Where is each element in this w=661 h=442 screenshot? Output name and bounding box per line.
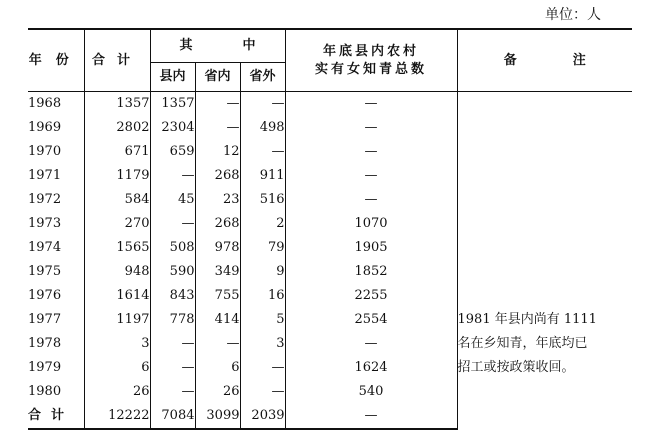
header-total: 合计: [84, 29, 150, 92]
year-cell: 1974: [28, 240, 62, 255]
rural-cell: 1905: [285, 236, 457, 260]
sum-total-cell: 12222: [84, 404, 150, 429]
year-cell: 1976: [28, 288, 62, 303]
total-cell: 948: [84, 260, 150, 284]
sum-rural-cell: —: [285, 404, 457, 429]
rural-cell: 2255: [285, 284, 457, 308]
year-cell: 1968: [28, 96, 62, 111]
county-cell: 2304: [150, 116, 195, 140]
statistics-table: [28, 28, 632, 430]
year-cell: 1969: [28, 120, 62, 135]
province-cell: —: [195, 92, 240, 117]
total-cell: 1197: [84, 308, 150, 332]
out-province-cell: 3: [240, 332, 285, 356]
county-cell: —: [150, 356, 195, 380]
year-cell: 1977: [28, 312, 62, 327]
out-province-cell: —: [240, 92, 285, 117]
province-cell: 12: [195, 140, 240, 164]
county-cell: 45: [150, 188, 195, 212]
county-cell: 590: [150, 260, 195, 284]
header-rural-women-youth: [285, 29, 457, 92]
county-cell: 778: [150, 308, 195, 332]
rural-cell: —: [285, 116, 457, 140]
rural-cell: —: [285, 164, 457, 188]
rural-cell: 2554: [285, 308, 457, 332]
rural-cell: —: [285, 332, 457, 356]
header-rural-line1: 年底县内农村: [323, 43, 420, 59]
out-province-cell: 5: [240, 308, 285, 332]
rural-cell: 540: [285, 380, 457, 404]
note-line: 名在乡知青，年底均已: [457, 336, 588, 351]
unit-label: 单位：人: [545, 7, 601, 23]
province-cell: 268: [195, 164, 240, 188]
year-cell: 1980: [28, 384, 62, 399]
county-cell: —: [150, 380, 195, 404]
header-out-province: 省外: [240, 63, 285, 92]
out-province-cell: —: [240, 140, 285, 164]
rural-cell: 1070: [285, 212, 457, 236]
note-cell: [457, 92, 632, 430]
out-province-cell: 9: [240, 260, 285, 284]
total-cell: 6: [84, 356, 150, 380]
year-cell: 1973: [28, 216, 62, 231]
sum-label: 合计: [28, 404, 84, 429]
county-cell: —: [150, 212, 195, 236]
year-cell: 1975: [28, 264, 62, 279]
header-qizhong-right: 中: [242, 38, 256, 53]
year-cell: 1971: [28, 168, 62, 183]
header-note-left: 备: [503, 52, 517, 68]
rural-cell: —: [285, 188, 457, 212]
year-cell: 1972: [28, 192, 62, 207]
out-province-cell: 516: [240, 188, 285, 212]
out-province-cell: 16: [240, 284, 285, 308]
header-qizhong: [150, 29, 285, 63]
out-province-cell: —: [240, 356, 285, 380]
county-cell: 508: [150, 236, 195, 260]
county-cell: 843: [150, 284, 195, 308]
total-cell: 1565: [84, 236, 150, 260]
total-cell: 584: [84, 188, 150, 212]
note-line: 1981 年县内尚有 1111: [457, 312, 597, 327]
header-county: 县内: [150, 63, 195, 92]
county-cell: 1357: [150, 92, 195, 117]
sum-county-cell: 7084: [150, 404, 195, 429]
year-cell: 1979: [28, 360, 62, 375]
out-province-cell: 498: [240, 116, 285, 140]
header-qizhong-left: 其: [179, 38, 193, 53]
rural-cell: —: [285, 140, 457, 164]
province-cell: 978: [195, 236, 240, 260]
out-province-cell: 911: [240, 164, 285, 188]
county-cell: —: [150, 164, 195, 188]
county-cell: —: [150, 332, 195, 356]
total-cell: 2802: [84, 116, 150, 140]
out-province-cell: —: [240, 380, 285, 404]
province-cell: 26: [195, 380, 240, 404]
province-cell: 268: [195, 212, 240, 236]
year-cell: 1970: [28, 144, 62, 159]
sum-province-cell: 3099: [195, 404, 240, 429]
header-note-right: 注: [572, 52, 586, 68]
header-province: 省内: [195, 63, 240, 92]
total-cell: 671: [84, 140, 150, 164]
sum-out-province-cell: 2039: [240, 404, 285, 429]
header-rural-line2: 实有女知青总数: [315, 61, 428, 77]
province-cell: —: [195, 332, 240, 356]
total-cell: 1357: [84, 92, 150, 117]
note-line: 招工或按政策收回。: [457, 360, 575, 375]
year-cell: 1978: [28, 336, 62, 351]
total-cell: 1614: [84, 284, 150, 308]
table-row: [28, 92, 632, 117]
total-cell: 1179: [84, 164, 150, 188]
rural-cell: 1624: [285, 356, 457, 380]
province-cell: —: [195, 116, 240, 140]
total-cell: 3: [84, 332, 150, 356]
province-cell: 23: [195, 188, 240, 212]
rural-cell: —: [285, 92, 457, 117]
province-cell: 755: [195, 284, 240, 308]
rural-cell: 1852: [285, 260, 457, 284]
header-note: [457, 29, 632, 92]
out-province-cell: 2: [240, 212, 285, 236]
province-cell: 414: [195, 308, 240, 332]
county-cell: 659: [150, 140, 195, 164]
header-year: 年份: [28, 52, 83, 68]
total-cell: 270: [84, 212, 150, 236]
total-cell: 26: [84, 380, 150, 404]
out-province-cell: 79: [240, 236, 285, 260]
province-cell: 349: [195, 260, 240, 284]
province-cell: 6: [195, 356, 240, 380]
